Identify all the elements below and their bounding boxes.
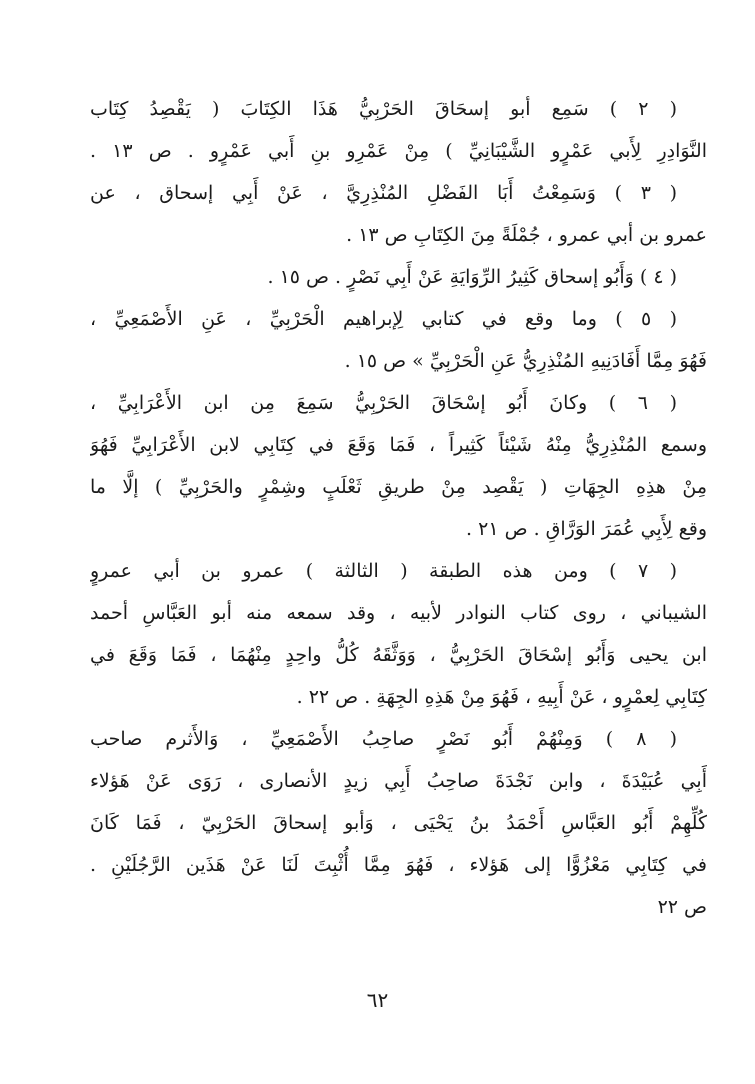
text-line: عمرو بن أبي عمرو ، جُمْلَةً مِنَ الكِتَابِ ص ١٣ .	[346, 224, 707, 246]
text-line: ( ٧ ) ومن هذه الطبقة ( الثالثة ) عمرو بن أبي عمروٍ	[90, 560, 677, 582]
text-line: ( ٤ ) وَأَبُو إسحاق كَثِيرُ الرِّوَايَةِ عَنْ أَبِي نَصْرٍ . ص ١٥ .	[267, 266, 677, 288]
text-line: ( ٥ ) وما وقع في كتابي لِإبراهيم الْحَرْبِيِّ ، عَنِ الأَصْمَعِيِّ ،	[90, 308, 678, 330]
text-line: ( ٦ ) وكانَ أَبُو إسْحَاقَ الحَرْبِيُّ سَمِعَ مِن ابن الأَعْرَابِيِّ ،	[90, 392, 678, 414]
text-line: النَّوَادِرِ لِأَبي عَمْرٍو الشَّيْبَانِيِّ ) مِنْ عَمْرِو بنِ أَبي عَمْرٍو . ص ١٣ .	[90, 140, 707, 162]
text-line: ابن يحيى وَأَبُو إسْحَاقَ الحَرْبِيُّ ، وَوَثَّقَهُ كُلُّ واحِدٍ مِنْهُمَا ، فَمَا وَقَعَ في	[90, 644, 707, 666]
text-line: مِنْ هذِهِ الجِهَاتِ ( يَقْصِد مِنْ طريقِ ثَعْلَبٍ وشِمْرٍ والحَرْبِيِّ ) إلَّا ما	[90, 476, 707, 498]
body-text	[90, 88, 707, 928]
text-line: ( ٣ ) وَسَمِعْتُ أَبَا الفَضْلِ المُنْذِرِيَّ ، عَنْ أَبِي إسحاق ، عن	[90, 182, 677, 204]
text-line: ص ٢٢	[657, 896, 707, 918]
page-number: ٦٢	[366, 988, 389, 1012]
text-line: وسمع المُنْذِرِيُّ مِنْهُ شَيْئاً كَثِيراً ، فَمَا وَقَعَ في كِتَابِي لابن الأَعْرَابِيِّ فَهُوَ	[90, 434, 707, 456]
text-line: كُلِّهِمْ أَبُو العَبَّاسِ أَحْمَدُ بنُ يَحْيَى ، وَأبو إسحاقَ الحَرْبِيّ ، فَمَا كَانَ	[90, 812, 707, 834]
text-line: الشيباني ، روى كتاب النوادر لأبيه ، وقد سمعه منه أبو العَبَّاسِ أحمد	[90, 602, 707, 624]
text-line: أَبِي عُبَيْدَةَ ، وابن نَجْدَةَ صاحِبُ أَبِي زيدٍ الأنصارى ، رَوَى عَنْ هَؤلاء	[90, 770, 707, 792]
text-line: كِتَابِي لِعمْرٍو ، عَنْ أَبِيهِ ، فَهُوَ مِنْ هَذِهِ الجِهَةِ . ص ٢٢ .	[296, 686, 707, 708]
text-line: فَهُوَ مِمَّا أَفَادَنِيهِ المُنْذِرِيُّ عَنِ الْحَرْبِيِّ » ص ١٥ .	[344, 350, 707, 372]
text-line: ( ٨ ) وَمِنْهُمْ أَبُو نَصْرٍ صاحِبُ الأَصْمَعِيِّ ، وَالأَثرم صاحب	[90, 728, 677, 750]
text-line: وقع لِأَبِي عُمَرَ الوَرَّاقِ . ص ٢١ .	[466, 518, 707, 540]
text-line: ( ٢ ) سَمِع أبو إسحَاقَ الحَرْبِيُّ هَذَا الكِتَابَ ( يَقْصِدُ كِتَاب	[90, 98, 678, 120]
text-line: في كِتَابِي مَعْزُوًّا إلى هَؤلاء ، فَهُوَ مِمَّا أُثْبِتَ لَنَا عَنْ هَذَين الرَّجُلَيْنِ .	[90, 854, 707, 876]
